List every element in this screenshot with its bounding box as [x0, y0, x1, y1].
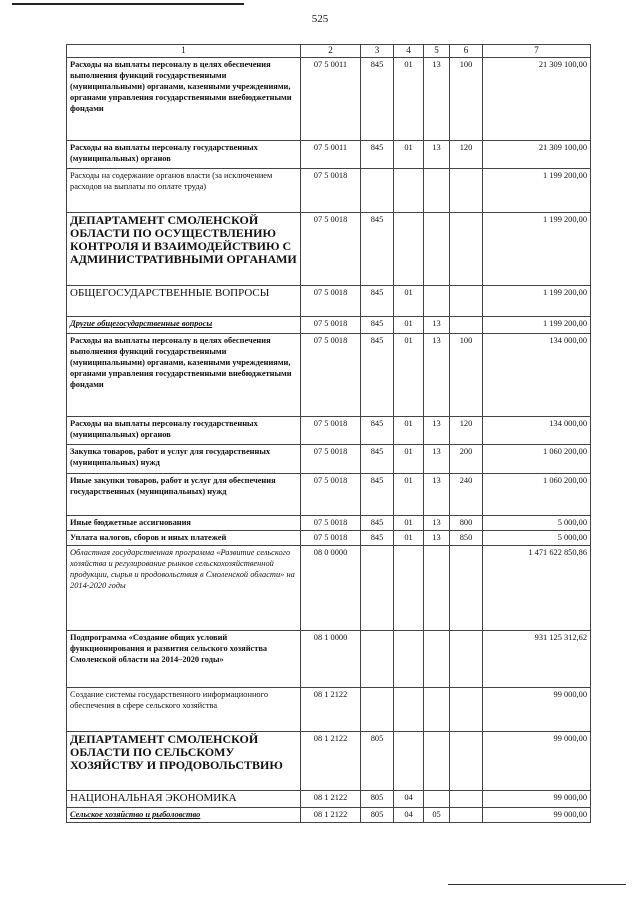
- bottom-rule: [448, 884, 626, 885]
- target-article-cell: [301, 333, 361, 416]
- section-cell-text: 01: [404, 318, 413, 328]
- header-cell: 7: [483, 45, 591, 58]
- ministry-code-cell-text: 845: [370, 446, 384, 456]
- ministry-code-cell-text: 845: [370, 287, 384, 297]
- subsection-cell-text: 05: [432, 809, 441, 819]
- header-cell: 6: [450, 45, 483, 58]
- subsection-cell: [424, 285, 450, 316]
- item-name-cell: [67, 515, 301, 530]
- subsection-cell-text: 13: [432, 142, 441, 152]
- subsection-cell-text: 13: [432, 532, 441, 542]
- amount-cell: [483, 212, 591, 285]
- expense-type-cell-text: 120: [459, 142, 473, 152]
- ministry-code-cell-text: 845: [370, 517, 384, 527]
- ministry-code-cell-text: 805: [370, 733, 384, 743]
- expense-type-cell-text: 100: [459, 59, 473, 69]
- ministry-code-cell: [361, 316, 394, 333]
- target-article-cell-text: 08 1 2122: [313, 733, 348, 743]
- table-row: [67, 57, 591, 140]
- table-row: [67, 515, 591, 530]
- subsection-cell: [424, 140, 450, 168]
- expense-type-cell: [450, 333, 483, 416]
- ministry-code-cell: [361, 57, 394, 140]
- item-name-cell: [67, 212, 301, 285]
- expense-type-cell: [450, 212, 483, 285]
- subsection-cell-text: 13: [432, 475, 441, 485]
- amount-cell: [483, 630, 591, 687]
- item-name-cell: [67, 444, 301, 473]
- subsection-cell-text: 13: [432, 59, 441, 69]
- item-name-cell-text: ДЕПАРТАМЕНТ СМОЛЕНСКОЙ ОБЛАСТИ ПО СЕЛЬСКОМУ ХОЗЯЙСТВУ И ПРОДОВОЛЬСТВИЮ: [70, 731, 283, 772]
- target-article-cell-text: 07 5 0018: [313, 517, 348, 527]
- target-article-cell-text: 07 5 0018: [313, 532, 348, 542]
- amount-cell-text: 99 000,00: [553, 809, 587, 819]
- ministry-code-cell: [361, 212, 394, 285]
- section-cell-text: 01: [404, 335, 413, 345]
- item-name-cell-text: Подпрограмма «Создание общих условий функционирования и развития сельского хозяйства Смоленской области на 2014–2020 годы»: [70, 632, 268, 665]
- amount-cell-text: 21 309 100,00: [538, 59, 587, 69]
- table-row: [67, 140, 591, 168]
- target-article-cell: [301, 731, 361, 790]
- amount-cell: [483, 333, 591, 416]
- amount-cell: [483, 168, 591, 212]
- item-name-cell-text: Другие общегосударственные вопросы: [70, 318, 213, 328]
- expense-type-cell: [450, 316, 483, 333]
- ministry-code-cell-text: 845: [370, 418, 384, 428]
- amount-cell-text: 5 000,00: [557, 517, 587, 527]
- subsection-cell: [424, 731, 450, 790]
- subsection-cell: [424, 630, 450, 687]
- header-cell: 3: [361, 45, 394, 58]
- item-name-cell-text: Расходы на выплаты персоналу в целях обеспечения выполнения функций государственными (муниципальными) органами, казенными учреждениями, органами управления государственными внебюджетными фондами: [70, 335, 292, 390]
- expense-type-cell: [450, 530, 483, 545]
- section-cell: [394, 416, 424, 444]
- subsection-cell: [424, 444, 450, 473]
- item-name-cell-text: Уплата налогов, сборов и иных платежей: [70, 532, 227, 542]
- ministry-code-cell: [361, 630, 394, 687]
- expense-type-cell-text: 100: [459, 335, 473, 345]
- expense-type-cell: [450, 285, 483, 316]
- ministry-code-cell: [361, 545, 394, 630]
- ministry-code-cell: [361, 140, 394, 168]
- section-cell-text: 01: [404, 59, 413, 69]
- ministry-code-cell: [361, 444, 394, 473]
- subsection-cell: [424, 545, 450, 630]
- subsection-cell-text: 13: [432, 418, 441, 428]
- expense-type-cell: [450, 416, 483, 444]
- ministry-code-cell-text: 845: [370, 335, 384, 345]
- amount-cell: [483, 416, 591, 444]
- expense-type-cell-text: 240: [459, 475, 473, 485]
- item-name-cell: [67, 416, 301, 444]
- section-cell-text: 01: [404, 142, 413, 152]
- item-name-cell-text: Областная государственная программа «Развитие сельского хозяйства и регулирование рынков сельскохозяйственной продукции, сырья и продовольствия в Смоленской области» на 2014-2020 годы: [70, 547, 295, 591]
- amount-cell-text: 5 000,00: [557, 532, 587, 542]
- target-article-cell-text: 07 5 0018: [313, 475, 348, 485]
- item-name-cell: [67, 790, 301, 807]
- section-cell: [394, 687, 424, 731]
- amount-cell: [483, 515, 591, 530]
- amount-cell-text: 1 199 200,00: [543, 318, 587, 328]
- ministry-code-cell-text: 845: [370, 475, 384, 485]
- amount-cell-text: 134 000,00: [549, 335, 587, 345]
- target-article-cell: [301, 807, 361, 822]
- section-cell: [394, 140, 424, 168]
- ministry-code-cell: [361, 807, 394, 822]
- table-row: [67, 790, 591, 807]
- expense-type-cell: [450, 140, 483, 168]
- ministry-code-cell: [361, 473, 394, 515]
- section-cell: [394, 731, 424, 790]
- section-cell: [394, 473, 424, 515]
- section-cell-text: 04: [404, 792, 413, 802]
- target-article-cell-text: 07 5 0018: [313, 418, 348, 428]
- subsection-cell: [424, 807, 450, 822]
- item-name-cell: [67, 545, 301, 630]
- section-cell: [394, 807, 424, 822]
- section-cell: [394, 530, 424, 545]
- item-name-cell: [67, 285, 301, 316]
- item-name-cell: [67, 687, 301, 731]
- amount-cell-text: 1 199 200,00: [543, 287, 587, 297]
- budget-table: [66, 44, 591, 823]
- amount-cell: [483, 140, 591, 168]
- target-article-cell: [301, 316, 361, 333]
- item-name-cell: [67, 57, 301, 140]
- subsection-cell: [424, 57, 450, 140]
- item-name-cell-text: ОБЩЕГОСУДАРСТВЕННЫЕ ВОПРОСЫ: [70, 286, 270, 299]
- target-article-cell-text: 07 5 0018: [313, 214, 348, 224]
- subsection-cell-text: 13: [432, 446, 441, 456]
- target-article-cell-text: 08 1 2122: [313, 809, 348, 819]
- section-cell-text: 01: [404, 532, 413, 542]
- header-cell: 5: [424, 45, 450, 58]
- ministry-code-cell: [361, 333, 394, 416]
- item-name-cell-text: Сельское хозяйство и рыболовство: [70, 809, 201, 819]
- subsection-cell: [424, 333, 450, 416]
- ministry-code-cell-text: 845: [370, 318, 384, 328]
- table-row: [67, 168, 591, 212]
- target-article-cell: [301, 212, 361, 285]
- amount-cell-text: 1 199 200,00: [543, 170, 587, 180]
- expense-type-cell-text: 120: [459, 418, 473, 428]
- target-article-cell-text: 08 1 0000: [313, 632, 348, 642]
- table-row: [67, 630, 591, 687]
- table-row: [67, 444, 591, 473]
- ministry-code-cell: [361, 530, 394, 545]
- item-name-cell: [67, 530, 301, 545]
- table-row: [67, 687, 591, 731]
- ministry-code-cell: [361, 416, 394, 444]
- top-rule: [12, 3, 244, 5]
- table-row: [67, 530, 591, 545]
- target-article-cell: [301, 687, 361, 731]
- section-cell-text: 01: [404, 418, 413, 428]
- target-article-cell: [301, 790, 361, 807]
- table-row: [67, 333, 591, 416]
- item-name-cell-text: Закупка товаров, работ и услуг для государственных (муниципальных) нужд: [70, 446, 271, 467]
- expense-type-cell: [450, 630, 483, 687]
- target-article-cell-text: 07 5 0018: [313, 170, 348, 180]
- amount-cell: [483, 731, 591, 790]
- target-article-cell: [301, 416, 361, 444]
- expense-type-cell: [450, 444, 483, 473]
- section-cell-text: 01: [404, 475, 413, 485]
- expense-type-cell: [450, 545, 483, 630]
- expense-type-cell: [450, 687, 483, 731]
- target-article-cell: [301, 57, 361, 140]
- target-article-cell: [301, 168, 361, 212]
- subsection-cell: [424, 530, 450, 545]
- expense-type-cell: [450, 473, 483, 515]
- amount-cell-text: 21 309 100,00: [538, 142, 587, 152]
- table-row: [67, 473, 591, 515]
- target-article-cell: [301, 140, 361, 168]
- item-name-cell-text: НАЦИОНАЛЬНАЯ ЭКОНОМИКА: [70, 791, 237, 804]
- section-cell: [394, 444, 424, 473]
- target-article-cell: [301, 515, 361, 530]
- ministry-code-cell-text: 805: [370, 792, 384, 802]
- section-cell: [394, 212, 424, 285]
- item-name-cell: [67, 168, 301, 212]
- amount-cell: [483, 444, 591, 473]
- amount-cell-text: 99 000,00: [553, 792, 587, 802]
- expense-type-cell: [450, 168, 483, 212]
- section-cell: [394, 630, 424, 687]
- item-name-cell: [67, 630, 301, 687]
- table-row: [67, 416, 591, 444]
- subsection-cell: [424, 212, 450, 285]
- amount-cell: [483, 790, 591, 807]
- amount-cell-text: 1 471 622 850,86: [528, 547, 587, 557]
- section-cell: [394, 790, 424, 807]
- section-cell: [394, 545, 424, 630]
- amount-cell-text: 1 060 200,00: [543, 475, 587, 485]
- page-number: 525: [311, 13, 329, 25]
- subsection-cell: [424, 790, 450, 807]
- amount-cell-text: 931 125 312,62: [534, 632, 587, 642]
- table-row: [67, 731, 591, 790]
- amount-cell: [483, 807, 591, 822]
- amount-cell: [483, 545, 591, 630]
- section-cell: [394, 515, 424, 530]
- target-article-cell: [301, 444, 361, 473]
- amount-cell: [483, 530, 591, 545]
- table-row: [67, 316, 591, 333]
- section-cell-text: 01: [404, 517, 413, 527]
- expense-type-cell-text: 850: [459, 532, 473, 542]
- item-name-cell: [67, 333, 301, 416]
- target-article-cell: [301, 285, 361, 316]
- amount-cell-text: 134 000,00: [549, 418, 587, 428]
- item-name-cell: [67, 807, 301, 822]
- section-cell: [394, 316, 424, 333]
- item-name-cell-text: Создание системы государственного информационного обеспечения в сфере сельского хозяйства: [70, 689, 269, 710]
- expense-type-cell: [450, 515, 483, 530]
- amount-cell: [483, 473, 591, 515]
- target-article-cell-text: 07 5 0018: [313, 446, 348, 456]
- expense-type-cell: [450, 731, 483, 790]
- item-name-cell-text: Иные закупки товаров, работ и услуг для обеспечения государственных (муниципальных) нужд: [70, 475, 276, 496]
- ministry-code-cell: [361, 790, 394, 807]
- item-name-cell: [67, 140, 301, 168]
- ministry-code-cell-text: 805: [370, 809, 384, 819]
- target-article-cell-text: 07 5 0011: [313, 59, 348, 69]
- subsection-cell: [424, 473, 450, 515]
- table-row: [67, 807, 591, 822]
- ministry-code-cell: [361, 731, 394, 790]
- section-cell-text: 01: [404, 446, 413, 456]
- item-name-cell: [67, 731, 301, 790]
- target-article-cell-text: 08 1 2122: [313, 792, 348, 802]
- subsection-cell: [424, 416, 450, 444]
- target-article-cell-text: 07 5 0011: [313, 142, 348, 152]
- target-article-cell-text: 07 5 0018: [313, 287, 348, 297]
- amount-cell-text: 1 199 200,00: [543, 214, 587, 224]
- column-number-header: [67, 45, 591, 58]
- subsection-cell-text: 13: [432, 517, 441, 527]
- header-cell: 1: [67, 45, 301, 58]
- item-name-cell-text: Иные бюджетные ассигнования: [70, 517, 191, 527]
- section-cell-text: 04: [404, 809, 413, 819]
- section-cell-text: 01: [404, 287, 413, 297]
- target-article-cell: [301, 530, 361, 545]
- ministry-code-cell-text: 845: [370, 532, 384, 542]
- target-article-cell-text: 07 5 0018: [313, 318, 348, 328]
- amount-cell: [483, 316, 591, 333]
- expense-type-cell: [450, 807, 483, 822]
- ministry-code-cell: [361, 687, 394, 731]
- subsection-cell: [424, 316, 450, 333]
- ministry-code-cell: [361, 285, 394, 316]
- ministry-code-cell: [361, 515, 394, 530]
- section-cell: [394, 285, 424, 316]
- target-article-cell: [301, 630, 361, 687]
- header-cell: 4: [394, 45, 424, 58]
- target-article-cell: [301, 545, 361, 630]
- item-name-cell-text: Расходы на содержание органов власти (за исключением расходов на выплаты по оплате труда): [70, 170, 273, 191]
- section-cell: [394, 168, 424, 212]
- amount-cell-text: 99 000,00: [553, 733, 587, 743]
- item-name-cell-text: Расходы на выплаты персоналу государственных (муниципальных) органов: [70, 418, 258, 439]
- section-cell: [394, 57, 424, 140]
- table-row: [67, 545, 591, 630]
- target-article-cell: [301, 473, 361, 515]
- subsection-cell: [424, 687, 450, 731]
- expense-type-cell-text: 200: [459, 446, 473, 456]
- target-article-cell-text: 08 0 0000: [313, 547, 348, 557]
- subsection-cell: [424, 515, 450, 530]
- table-row: [67, 212, 591, 285]
- ministry-code-cell-text: 845: [370, 214, 384, 224]
- item-name-cell: [67, 473, 301, 515]
- section-cell: [394, 333, 424, 416]
- target-article-cell-text: 07 5 0018: [313, 335, 348, 345]
- expense-type-cell: [450, 57, 483, 140]
- target-article-cell-text: 08 1 2122: [313, 689, 348, 699]
- ministry-code-cell: [361, 168, 394, 212]
- header-cell: 2: [301, 45, 361, 58]
- amount-cell: [483, 57, 591, 140]
- subsection-cell-text: 13: [432, 318, 441, 328]
- amount-cell-text: 99 000,00: [553, 689, 587, 699]
- expense-type-cell: [450, 790, 483, 807]
- amount-cell-text: 1 060 200,00: [543, 446, 587, 456]
- expense-type-cell-text: 800: [459, 517, 473, 527]
- amount-cell: [483, 687, 591, 731]
- item-name-cell: [67, 316, 301, 333]
- subsection-cell: [424, 168, 450, 212]
- item-name-cell-text: Расходы на выплаты персоналу в целях обеспечения выполнения функций государственными (муниципальными) органами, казенными учреждениями, органами управления государственными внебюджетными фондами: [70, 59, 292, 114]
- item-name-cell-text: Расходы на выплаты персоналу государственных (муниципальных) органов: [70, 142, 258, 163]
- amount-cell: [483, 285, 591, 316]
- ministry-code-cell-text: 845: [370, 59, 384, 69]
- ministry-code-cell-text: 845: [370, 142, 384, 152]
- subsection-cell-text: 13: [432, 335, 441, 345]
- table-row: [67, 285, 591, 316]
- item-name-cell-text: ДЕПАРТАМЕНТ СМОЛЕНСКОЙ ОБЛАСТИ ПО ОСУЩЕСТВЛЕНИЮ КОНТРОЛЯ И ВЗАИМОДЕЙСТВИЮ С АДМИНИСТРАТИВНЫМИ ОРГАНАМИ: [70, 212, 297, 266]
